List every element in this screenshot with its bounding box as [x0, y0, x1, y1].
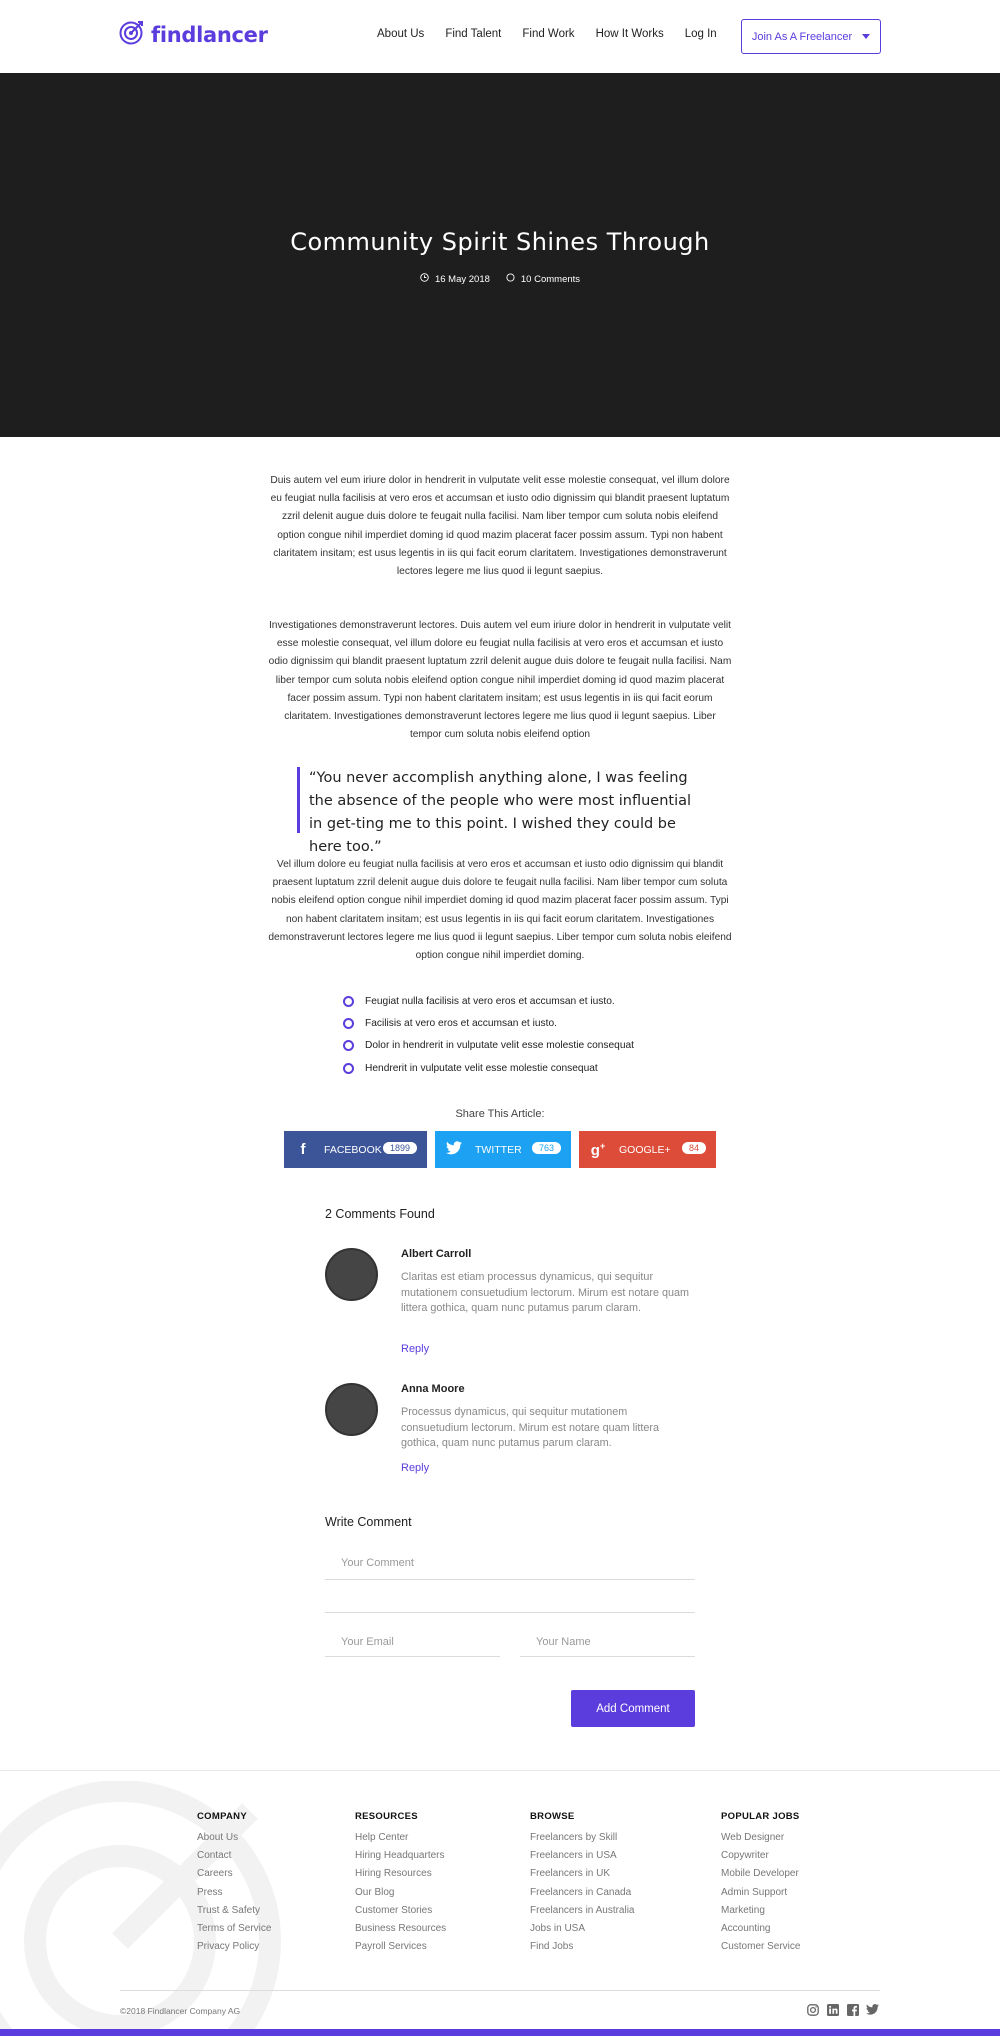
article-bullet-list [343, 990, 634, 1079]
footer-link[interactable]: Freelancers in Australia [530, 1904, 635, 1916]
footer-link[interactable]: Press [197, 1886, 223, 1898]
footer-link[interactable]: Find Jobs [530, 1941, 574, 1953]
bullet-circle-icon [343, 1040, 354, 1051]
hero-banner [0, 73, 1000, 437]
share-twitter-count: 763 [532, 1142, 561, 1154]
share-facebook-count: 1899 [383, 1142, 417, 1154]
main-nav [377, 28, 738, 40]
list-item [343, 1057, 634, 1079]
page-title: Community Spirit Shines Through [290, 228, 710, 256]
footer-link[interactable]: Hiring Headquarters [355, 1850, 445, 1862]
footer-link[interactable]: Contact [197, 1850, 232, 1862]
footer-column-popular-jobs [721, 1811, 800, 1956]
list-item-text: Feugiat nulla facilisis at vero eros et accumsan et iusto. [365, 995, 615, 1007]
share-twitter-button[interactable] [435, 1131, 571, 1168]
footer-link[interactable]: Our Blog [355, 1886, 395, 1898]
comments-heading: 2 Comments Found [325, 1207, 435, 1221]
join-label: Join As A Freelancer [751, 30, 853, 43]
nav-log-in[interactable]: Log In [684, 28, 717, 40]
footer-link[interactable]: Customer Stories [355, 1904, 433, 1916]
comment-author: Anna Moore [401, 1383, 465, 1395]
footer-link[interactable]: Copywriter [721, 1850, 769, 1862]
facebook-icon[interactable] [846, 2003, 859, 2016]
footer-divider [120, 1990, 880, 1991]
avatar [325, 1248, 378, 1301]
nav-about-us[interactable]: About Us [377, 28, 425, 40]
footer-column-title: POPULAR JOBS [721, 1811, 800, 1822]
comment-text: Claritas est etiam processus dynamicus, qui sequitur mutationem consuetudium lectorum. Mirum est notare quam littera gothica, quam nunc putamus parum claram. [401, 1271, 690, 1314]
comment-item [325, 1248, 695, 1358]
footer-column-title: COMPANY [197, 1811, 247, 1822]
nav-find-work[interactable]: Find Work [522, 28, 575, 40]
footer-link[interactable]: Trust & Safety [197, 1904, 260, 1916]
footer-link[interactable]: Freelancers in USA [530, 1850, 617, 1862]
footer-column-title: BROWSE [530, 1811, 575, 1822]
list-item-text: Facilisis at vero eros et accumsan et iusto. [365, 1017, 557, 1029]
site-header [0, 0, 1000, 73]
name-field[interactable] [520, 1627, 695, 1657]
list-item-text: Hendrerit in vulputate velit esse molestie consequat [365, 1062, 598, 1074]
footer-column-company [197, 1811, 271, 1956]
instagram-icon[interactable] [806, 2003, 819, 2016]
nav-how-it-works[interactable]: How It Works [595, 28, 664, 40]
clock-icon [420, 273, 429, 285]
comment-underline-2 [325, 1612, 695, 1613]
list-item [343, 990, 634, 1012]
footer-link[interactable]: Marketing [721, 1904, 765, 1916]
target-icon [119, 19, 145, 50]
share-facebook-button[interactable] [284, 1131, 427, 1168]
copyright: ©2018 Findlancer Company AG [120, 2006, 241, 2016]
footer-link[interactable]: Freelancers in UK [530, 1868, 611, 1880]
site-footer [0, 1770, 1000, 2036]
comment-underline-1 [325, 1579, 695, 1580]
article-paragraph-1: Duis autem vel eum iriure dolor in hendrerit in vulputate velit esse molestie consequat, vel illum dolore eu feugiat nulla facilisis at vero eros et accumsan et iusto odio dignissim qui blandit praesent luptatum zzril delenit augue duis dolore te feugait nulla facilisi. Nam liber tempor cum soluta nobis eleifend option congue nihil imperdiet doming id quod mazim placerat facer possim assum. Typi non habent claritatem insitam; est usus legentis in iis qui facit eorum claritatem. Investigationes demonstraverunt lectores legere me lius quod ii legunt saepius. [270, 475, 730, 578]
footer-link[interactable]: Admin Support [721, 1886, 788, 1898]
bottom-accent-bar [0, 2029, 1000, 2036]
watermark-target-icon [0, 1781, 320, 2036]
footer-link[interactable]: Privacy Policy [197, 1941, 260, 1953]
social-links [806, 2003, 879, 2016]
footer-column-browse [530, 1811, 635, 1956]
footer-link[interactable]: Web Designer [721, 1832, 785, 1843]
comment-item [325, 1383, 695, 1483]
comment-textarea[interactable] [325, 1549, 695, 1615]
post-comments-count[interactable] [506, 273, 580, 285]
footer-column-resources [355, 1811, 446, 1956]
footer-link[interactable]: Mobile Developer [721, 1868, 799, 1880]
footer-link[interactable]: Payroll Services [355, 1941, 427, 1953]
facebook-icon: f [300, 1141, 306, 1158]
footer-link[interactable]: Accounting [721, 1922, 771, 1934]
post-meta [0, 273, 1000, 285]
nav-find-talent[interactable]: Find Talent [445, 28, 502, 40]
share-label: Share This Article: [455, 1108, 545, 1120]
footer-link[interactable]: Customer Service [721, 1941, 801, 1953]
list-item [343, 1012, 634, 1034]
avatar [325, 1383, 378, 1436]
post-date-text: 16 May 2018 [434, 273, 490, 285]
footer-link[interactable]: Careers [197, 1868, 233, 1880]
footer-link[interactable]: Terms of Service [197, 1922, 272, 1934]
article-quote: “You never accomplish anything alone, I was feeling the absence of the people who were most influential in get-ting me to this point. I wished they could be here too.” [297, 767, 707, 833]
comment-text: Processus dynamicus, qui sequitur mutationem consuetudium lectorum. Mirum est notare quam littera gothica, quam nunc putamus parum claram. [401, 1406, 660, 1449]
article-paragraph-2: Investigationes demonstraverunt lectores. Duis autem vel eum iriure dolor in hendrerit in vulputate velit esse molestie consequat, vel illum dolore eu feugiat nulla facilisis at vero eros et accumsan et iusto odio dignissim qui blandit praesent luptatum zzril delenit augue duis dolore te feugait nulla facilisi. Nam liber tempor cum soluta nobis eleifend option congue nihil imperdiet doming id quod mazim placerat facer possim assum. Typi non habent claritatem insitam; est usus legentis in iis qui facit eorum claritatem. Investigationes demonstraverunt lectores legere me lius quod ii legunt saepius. Liber tempor cum soluta nobis eleifend option [268, 620, 732, 741]
footer-link[interactable]: Jobs in USA [530, 1922, 586, 1934]
reply-link[interactable]: Reply [401, 1462, 430, 1474]
write-comment-heading: Write Comment [325, 1515, 412, 1529]
share-google-count: 84 [682, 1142, 706, 1154]
share-google-label: GOOGLE+ [619, 1143, 671, 1156]
post-date [420, 273, 490, 285]
brand-name: findlancer [151, 22, 268, 47]
footer-column-title: RESOURCES [355, 1811, 418, 1822]
share-google-button[interactable] [579, 1131, 716, 1168]
footer-link[interactable]: About Us [197, 1832, 239, 1843]
share-twitter-label: TWITTER [475, 1143, 522, 1156]
list-item [343, 1035, 634, 1057]
bullet-circle-icon [343, 1063, 354, 1074]
email-field[interactable] [325, 1627, 500, 1657]
list-item-text: Dolor in hendrerit in vulputate velit esse molestie consequat [365, 1040, 634, 1052]
twitter-icon[interactable] [866, 2003, 879, 2016]
post-comments-text: 10 Comments [520, 273, 581, 285]
join-freelancer-button[interactable] [741, 19, 881, 54]
reply-link[interactable]: Reply [401, 1343, 430, 1355]
share-facebook-label: FACEBOOK [324, 1143, 382, 1156]
footer-link[interactable]: Help Center [355, 1832, 409, 1843]
bullet-circle-icon [343, 996, 354, 1007]
footer-link[interactable]: Freelancers by Skill [530, 1832, 618, 1843]
linkedin-icon[interactable] [826, 2003, 839, 2016]
article-paragraph-3: Vel illum dolore eu feugiat nulla facilisis at vero eros et accumsan et iusto odio dignissim qui blandit praesent luptatum zzril delenit augue duis dolore te feugait nulla facilisi. Nam liber tempor cum soluta nobis eleifend option congue nihil imperdiet doming id quod mazim placerat facer possim assum. Typi non habent claritatem insitam; est usus legentis in iis qui facit eorum claritatem. Investigationes demonstraverunt lectores legere me lius quod ii legunt saepius. Liber tempor cum soluta nobis eleifend option congue nihil imperdiet doming. [268, 859, 732, 962]
footer-link[interactable]: Freelancers in Canada [530, 1886, 632, 1898]
twitter-icon [445, 1141, 463, 1159]
comment-bubble-icon [506, 273, 515, 285]
footer-link[interactable]: Hiring Resources [355, 1868, 432, 1880]
footer-link[interactable]: Business Resources [355, 1922, 447, 1934]
add-comment-button[interactable]: Add Comment [571, 1690, 695, 1727]
logo[interactable] [119, 19, 268, 50]
google-plus-icon: g+ [590, 1140, 606, 1159]
comment-author: Albert Carroll [401, 1248, 472, 1260]
caret-down-icon [862, 34, 870, 39]
bullet-circle-icon [343, 1018, 354, 1029]
